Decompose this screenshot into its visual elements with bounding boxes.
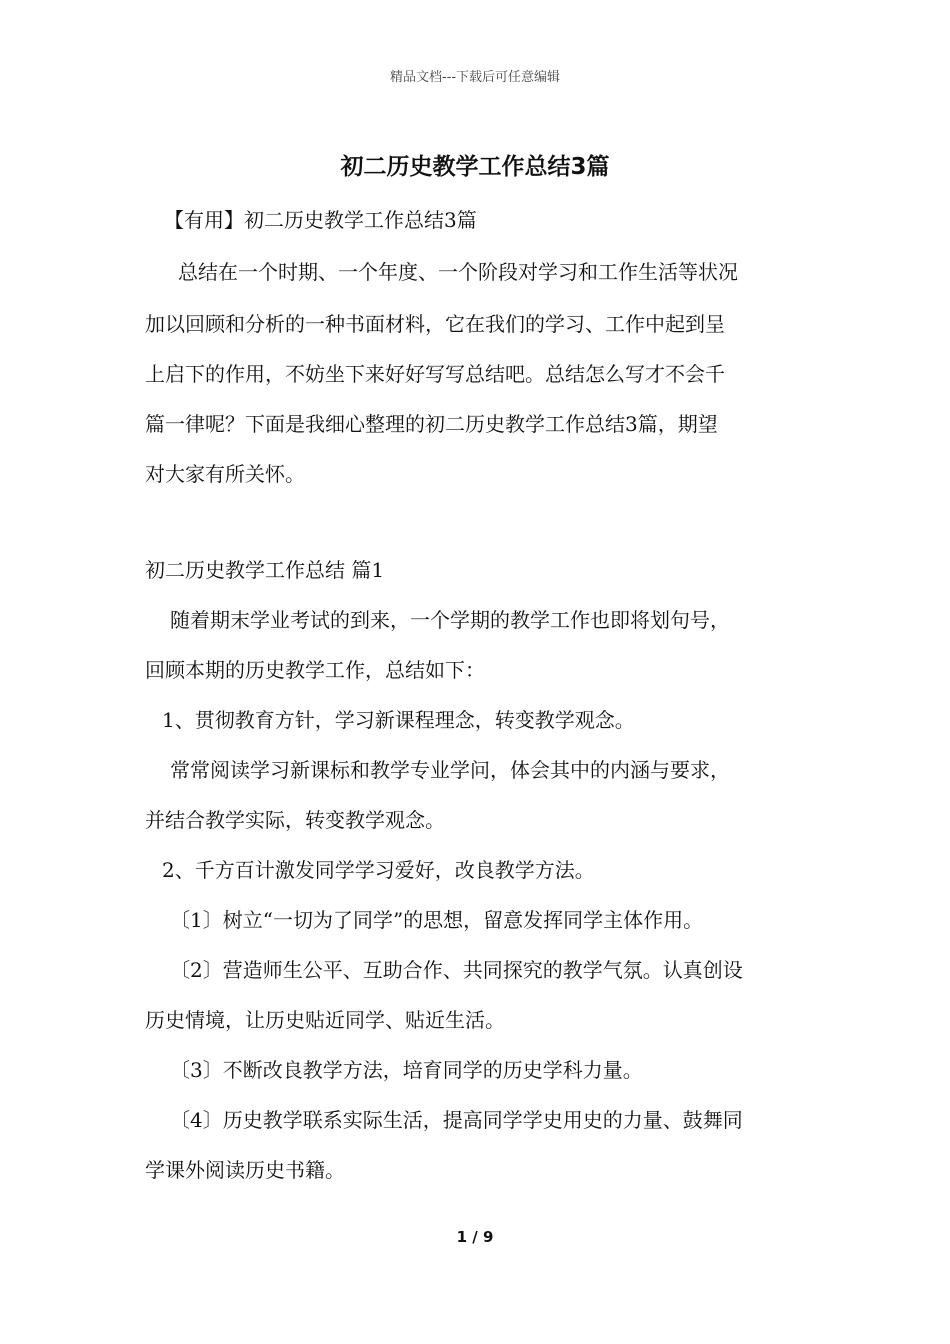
list-item: 〔2〕营造师生公平、互助合作、共同探究的教学气氛。认真创设 xyxy=(170,958,743,982)
subtitle-line: 【有用】初二历史教学工作总结3篇 xyxy=(164,208,477,232)
section-heading: 初二历史教学工作总结 篇1 xyxy=(145,558,385,582)
paragraph-line: 加以回顾和分析的一种书面材料，它在我们的学习、工作中起到呈 xyxy=(145,312,725,336)
paragraph-line: 学课外阅读历史书籍。 xyxy=(145,1158,345,1182)
list-item: 〔4〕历史教学联系实际生活，提高同学学史用史的力量、鼓舞同 xyxy=(170,1108,743,1132)
paragraph-line: 总结在一个时期、一个年度、一个阶段对学习和工作生活等状况 xyxy=(178,260,738,284)
page-header: 精品文档---下载后可任意编辑 xyxy=(389,70,561,85)
list-item: 〔3〕不断改良教学方法，培育同学的历史学科力量。 xyxy=(170,1058,643,1082)
paragraph-line: 随着期末学业考试的到来，一个学期的教学工作也即将划句号， xyxy=(170,608,730,632)
list-item-heading: 2、千方百计激发同学学习爱好，改良教学方法。 xyxy=(162,858,595,882)
paragraph-line: 上启下的作用，不妨坐下来好好写写总结吧。总结怎么写才不会千 xyxy=(145,362,725,386)
paragraph-line: 常常阅读学习新课标和教学专业学问，体会其中的内涵与要求， xyxy=(170,758,730,782)
list-item-heading: 1、贯彻教育方针，学习新课程理念，转变教学观念。 xyxy=(162,708,635,732)
list-item: 〔1〕树立“一切为了同学”的思想，留意发挥同学主体作用。 xyxy=(170,908,704,932)
paragraph-line: 回顾本期的历史教学工作，总结如下： xyxy=(145,658,485,682)
paragraph-line: 对大家有所关怀。 xyxy=(145,462,305,486)
paragraph-line: 篇一律呢？下面是我细心整理的初二历史教学工作总结3篇，期望 xyxy=(145,412,718,436)
document-title: 初二历史教学工作总结3篇 xyxy=(340,154,610,180)
page-number: 1 / 9 xyxy=(456,1228,494,1246)
paragraph-line: 历史情境，让历史贴近同学、贴近生活。 xyxy=(145,1008,505,1032)
paragraph-line: 并结合教学实际，转变教学观念。 xyxy=(145,808,445,832)
